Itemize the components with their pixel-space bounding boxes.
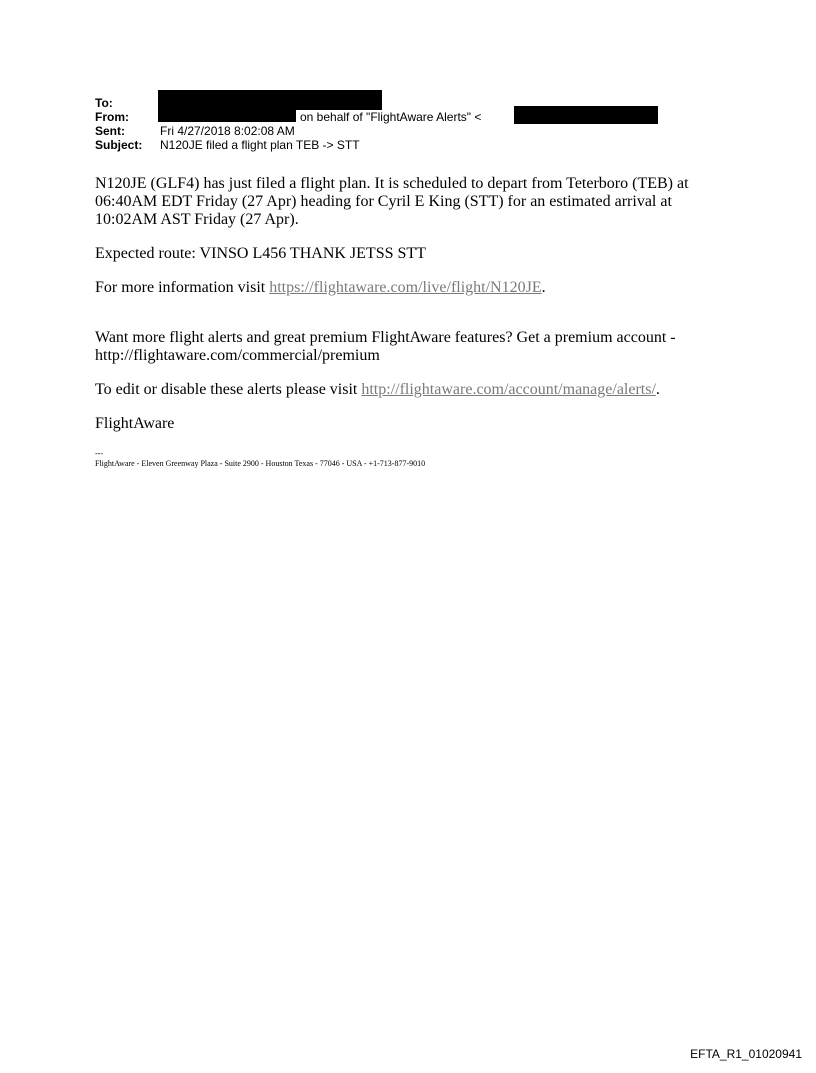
- edit-suffix: .: [655, 381, 660, 398]
- more-info-line: [95, 279, 715, 297]
- subject-row: [95, 138, 481, 152]
- subject-value: N120JE filed a flight plan TEB -> STT: [160, 138, 360, 152]
- edit-prefix: To edit or disable these alerts please visit: [95, 381, 362, 398]
- footer: [95, 449, 715, 469]
- expected-route: Expected route: VINSO L456 THANK JETSS STT: [95, 245, 426, 262]
- from-value: [160, 110, 481, 124]
- spacer: [95, 313, 715, 329]
- redaction-block: [158, 90, 382, 110]
- document-id: EFTA_R1_01020941: [690, 1047, 802, 1061]
- from-row: [95, 110, 481, 124]
- sent-label: Sent:: [95, 124, 125, 138]
- manage-alerts-link[interactable]: http://flightaware.com/account/manage/alerts/: [361, 381, 656, 398]
- subject-label: Subject:: [95, 138, 143, 152]
- flight-link[interactable]: https://flightaware.com/live/flight/N120JE: [269, 279, 542, 296]
- edit-alerts-line: [95, 381, 715, 399]
- from-value-text: on behalf of "FlightAware Alerts" <: [300, 110, 482, 124]
- to-label: To:: [95, 96, 113, 110]
- from-label: From:: [95, 110, 129, 124]
- signature: FlightAware: [95, 415, 175, 432]
- footer-address: FlightAware - Eleven Greenway Plaza - Suite 2900 - Houston Texas - 77046 - USA - +1-713-877-9010: [95, 459, 426, 468]
- email-body: [95, 175, 715, 469]
- sent-row: [95, 124, 481, 138]
- redaction-block: [514, 106, 658, 124]
- flight-plan-paragraph: N120JE (GLF4) has just filed a flight plan. It is scheduled to depart from Teterboro (TEB) at 06:40AM EDT Friday (27 Apr) heading for Cyril E King (STT) for an estimated arrival at 10:02AM AST Friday (27 Apr).: [95, 175, 689, 228]
- sent-value: Fri 4/27/2018 8:02:08 AM: [160, 124, 295, 138]
- more-info-suffix: .: [541, 279, 546, 296]
- premium-paragraph: Want more flight alerts and great premium FlightAware features? Get a premium account - http://flightaware.com/commercial/premium: [95, 329, 676, 364]
- redaction-block: [158, 108, 296, 122]
- footer-dashes: ---: [95, 449, 103, 458]
- more-info-prefix: For more information visit: [95, 279, 270, 296]
- email-header: [95, 96, 481, 152]
